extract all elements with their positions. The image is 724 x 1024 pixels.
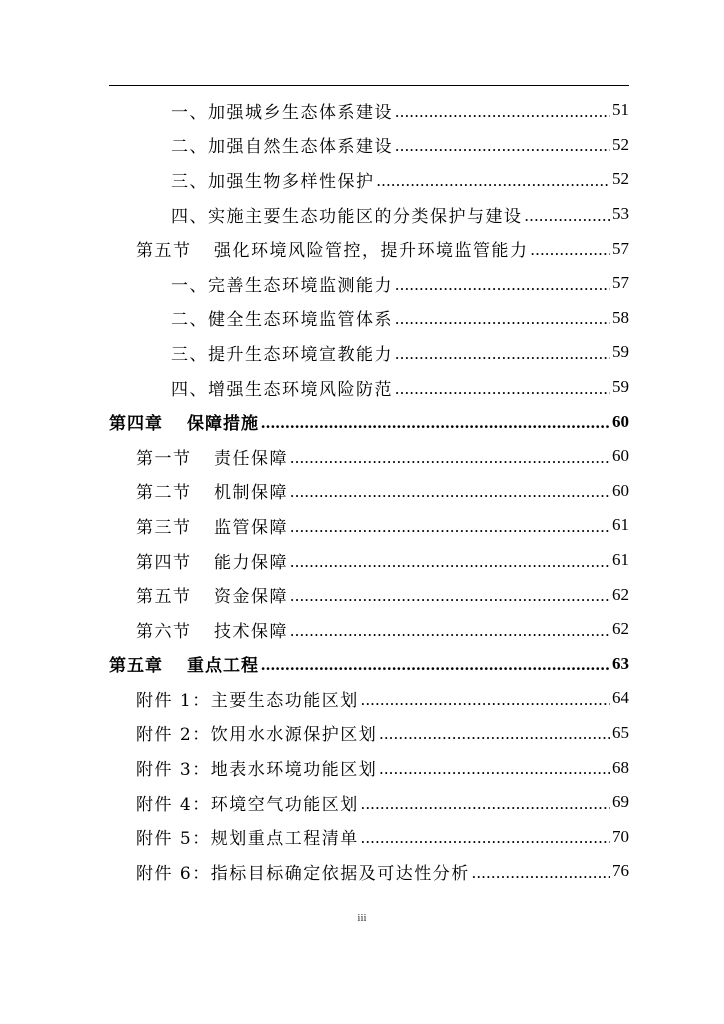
toc-entry-label: 四、增强生态环境风险防范 bbox=[171, 379, 393, 400]
toc-entry-label: 三、提升生态环境宣教能力 bbox=[171, 344, 393, 365]
toc-entry-label bbox=[136, 617, 288, 642]
toc-page-number: 59 bbox=[612, 342, 629, 362]
toc-page-number: 64 bbox=[612, 688, 629, 708]
toc-entry-label bbox=[109, 409, 259, 434]
toc-page-number: 60 bbox=[612, 446, 629, 466]
toc-dot-leader bbox=[290, 551, 610, 570]
chapter-title: 重点工程 bbox=[187, 656, 259, 677]
toc-appendix-entry[interactable] bbox=[109, 819, 629, 854]
toc-entry-label: 附件 6：指标目标确定依据及可达性分析 bbox=[136, 863, 470, 884]
toc-entry-label: 三、加强生物多样性保护 bbox=[171, 171, 375, 192]
toc-entry-label bbox=[136, 582, 288, 607]
toc-page-number: 57 bbox=[612, 238, 629, 258]
toc-dot-leader bbox=[395, 378, 610, 397]
chapter-number: 第五章 bbox=[109, 656, 163, 677]
toc-entry-label: 附件 1：主要生态功能区划 bbox=[136, 690, 359, 711]
toc-entry-label: 一、完善生态环境监测能力 bbox=[171, 275, 393, 296]
toc-dot-leader bbox=[379, 758, 610, 777]
toc-entry-label bbox=[136, 548, 288, 573]
toc-entry[interactable] bbox=[109, 197, 629, 232]
toc-page-number: 59 bbox=[612, 377, 629, 397]
toc-entry[interactable] bbox=[109, 128, 629, 163]
toc-entry[interactable] bbox=[109, 301, 629, 336]
toc-entry-label: 附件 4：环境空气功能区划 bbox=[136, 794, 359, 815]
toc-page-number: 70 bbox=[612, 826, 629, 846]
section-title: 能力保障 bbox=[214, 552, 288, 573]
toc-page-number: 76 bbox=[612, 861, 629, 881]
toc-entry[interactable] bbox=[109, 93, 629, 128]
toc-dot-leader bbox=[472, 862, 610, 881]
section-title: 强化环境风险管控，提升环境监管能力 bbox=[214, 241, 529, 262]
section-title: 机制保障 bbox=[214, 483, 288, 504]
section-number: 第三节 bbox=[136, 517, 192, 538]
section-title: 资金保障 bbox=[214, 587, 288, 608]
toc-entry[interactable] bbox=[109, 335, 629, 370]
toc-dot-leader bbox=[361, 793, 610, 812]
toc-dot-leader bbox=[361, 689, 610, 708]
toc-entry-label bbox=[136, 236, 529, 261]
toc-page-number: 53 bbox=[612, 204, 629, 224]
toc-section-entry[interactable] bbox=[109, 508, 629, 543]
toc-page-number: 68 bbox=[612, 757, 629, 777]
toc-entry-label: 附件 3：地表水环境功能区划 bbox=[136, 760, 378, 781]
toc-entry-label: 四、实施主要生态功能区的分类保护与建设 bbox=[171, 206, 523, 227]
toc-entry[interactable] bbox=[109, 266, 629, 301]
section-number: 第二节 bbox=[136, 483, 192, 504]
toc-entry-label bbox=[136, 444, 288, 469]
toc-entry-label bbox=[136, 478, 288, 503]
chapter-title: 保障措施 bbox=[187, 414, 259, 435]
toc-page-number: 62 bbox=[612, 584, 629, 604]
toc-entry-label: 附件 2：饮用水水源保护区划 bbox=[136, 725, 378, 746]
toc-page-number: 61 bbox=[612, 515, 629, 535]
section-number: 第六节 bbox=[136, 621, 192, 642]
toc-dot-leader bbox=[290, 585, 610, 604]
toc-dot-leader bbox=[395, 101, 610, 120]
toc-appendix-entry[interactable] bbox=[109, 854, 629, 889]
toc-entry-label: 二、健全生态环境监管体系 bbox=[171, 310, 393, 331]
toc-dot-leader bbox=[261, 654, 610, 673]
toc-dot-leader bbox=[395, 135, 610, 154]
section-number: 第五节 bbox=[136, 241, 192, 262]
toc-page-number: 57 bbox=[612, 273, 629, 293]
toc-dot-leader bbox=[377, 170, 611, 189]
toc-page-number: 52 bbox=[612, 169, 629, 189]
toc-dot-leader bbox=[290, 447, 610, 466]
chapter-number: 第四章 bbox=[109, 414, 163, 435]
toc-entry-label: 附件 5：规划重点工程清单 bbox=[136, 829, 359, 850]
toc-page-number: 58 bbox=[612, 307, 629, 327]
toc-page-number: 60 bbox=[612, 480, 629, 500]
toc-section-entry[interactable] bbox=[109, 577, 629, 612]
toc-dot-leader bbox=[395, 274, 610, 293]
toc-entry[interactable] bbox=[109, 162, 629, 197]
toc-chapter-entry[interactable] bbox=[109, 647, 629, 682]
toc-section-entry[interactable] bbox=[109, 612, 629, 647]
toc-entry-label bbox=[109, 651, 259, 676]
toc-entry-label: 一、加强城乡生态体系建设 bbox=[171, 102, 393, 123]
section-number: 第一节 bbox=[136, 448, 192, 469]
toc-entry-label bbox=[136, 513, 288, 538]
toc-dot-leader bbox=[261, 412, 610, 431]
toc-page-number: 62 bbox=[612, 619, 629, 639]
section-number: 第四节 bbox=[136, 552, 192, 573]
toc-section-entry[interactable] bbox=[109, 439, 629, 474]
toc-dot-leader bbox=[395, 343, 610, 362]
toc-dot-leader bbox=[531, 239, 611, 258]
toc-page-number: 63 bbox=[612, 653, 629, 673]
toc-dot-leader bbox=[290, 516, 610, 535]
toc-appendix-entry[interactable] bbox=[109, 785, 629, 820]
toc-dot-leader bbox=[525, 205, 611, 224]
toc-section-entry[interactable] bbox=[109, 543, 629, 578]
toc-dot-leader bbox=[290, 620, 610, 639]
toc-entry-label: 二、加强自然生态体系建设 bbox=[171, 137, 393, 158]
toc-entry[interactable] bbox=[109, 370, 629, 405]
toc-dot-leader bbox=[379, 723, 610, 742]
toc-appendix-entry[interactable] bbox=[109, 716, 629, 751]
toc-section-entry[interactable] bbox=[109, 231, 629, 266]
section-title: 责任保障 bbox=[214, 448, 288, 469]
toc-page-number: 61 bbox=[612, 550, 629, 570]
toc-page-number: 60 bbox=[612, 411, 629, 431]
section-number: 第五节 bbox=[136, 587, 192, 608]
top-rule bbox=[109, 85, 629, 86]
toc-dot-leader bbox=[361, 827, 610, 846]
toc-page-number: 69 bbox=[612, 792, 629, 812]
toc-page-number: 52 bbox=[612, 134, 629, 154]
toc-dot-leader bbox=[395, 308, 610, 327]
toc-dot-leader bbox=[290, 481, 610, 500]
toc-page-number: 65 bbox=[612, 722, 629, 742]
toc-page-number: 51 bbox=[612, 100, 629, 120]
toc-appendix-entry[interactable] bbox=[109, 750, 629, 785]
section-title: 技术保障 bbox=[214, 621, 288, 642]
table-of-contents bbox=[109, 93, 629, 889]
section-title: 监管保障 bbox=[214, 517, 288, 538]
toc-section-entry[interactable] bbox=[109, 474, 629, 509]
toc-chapter-entry[interactable] bbox=[109, 404, 629, 439]
footer-page-number: iii bbox=[357, 912, 367, 924]
toc-appendix-entry[interactable] bbox=[109, 681, 629, 716]
